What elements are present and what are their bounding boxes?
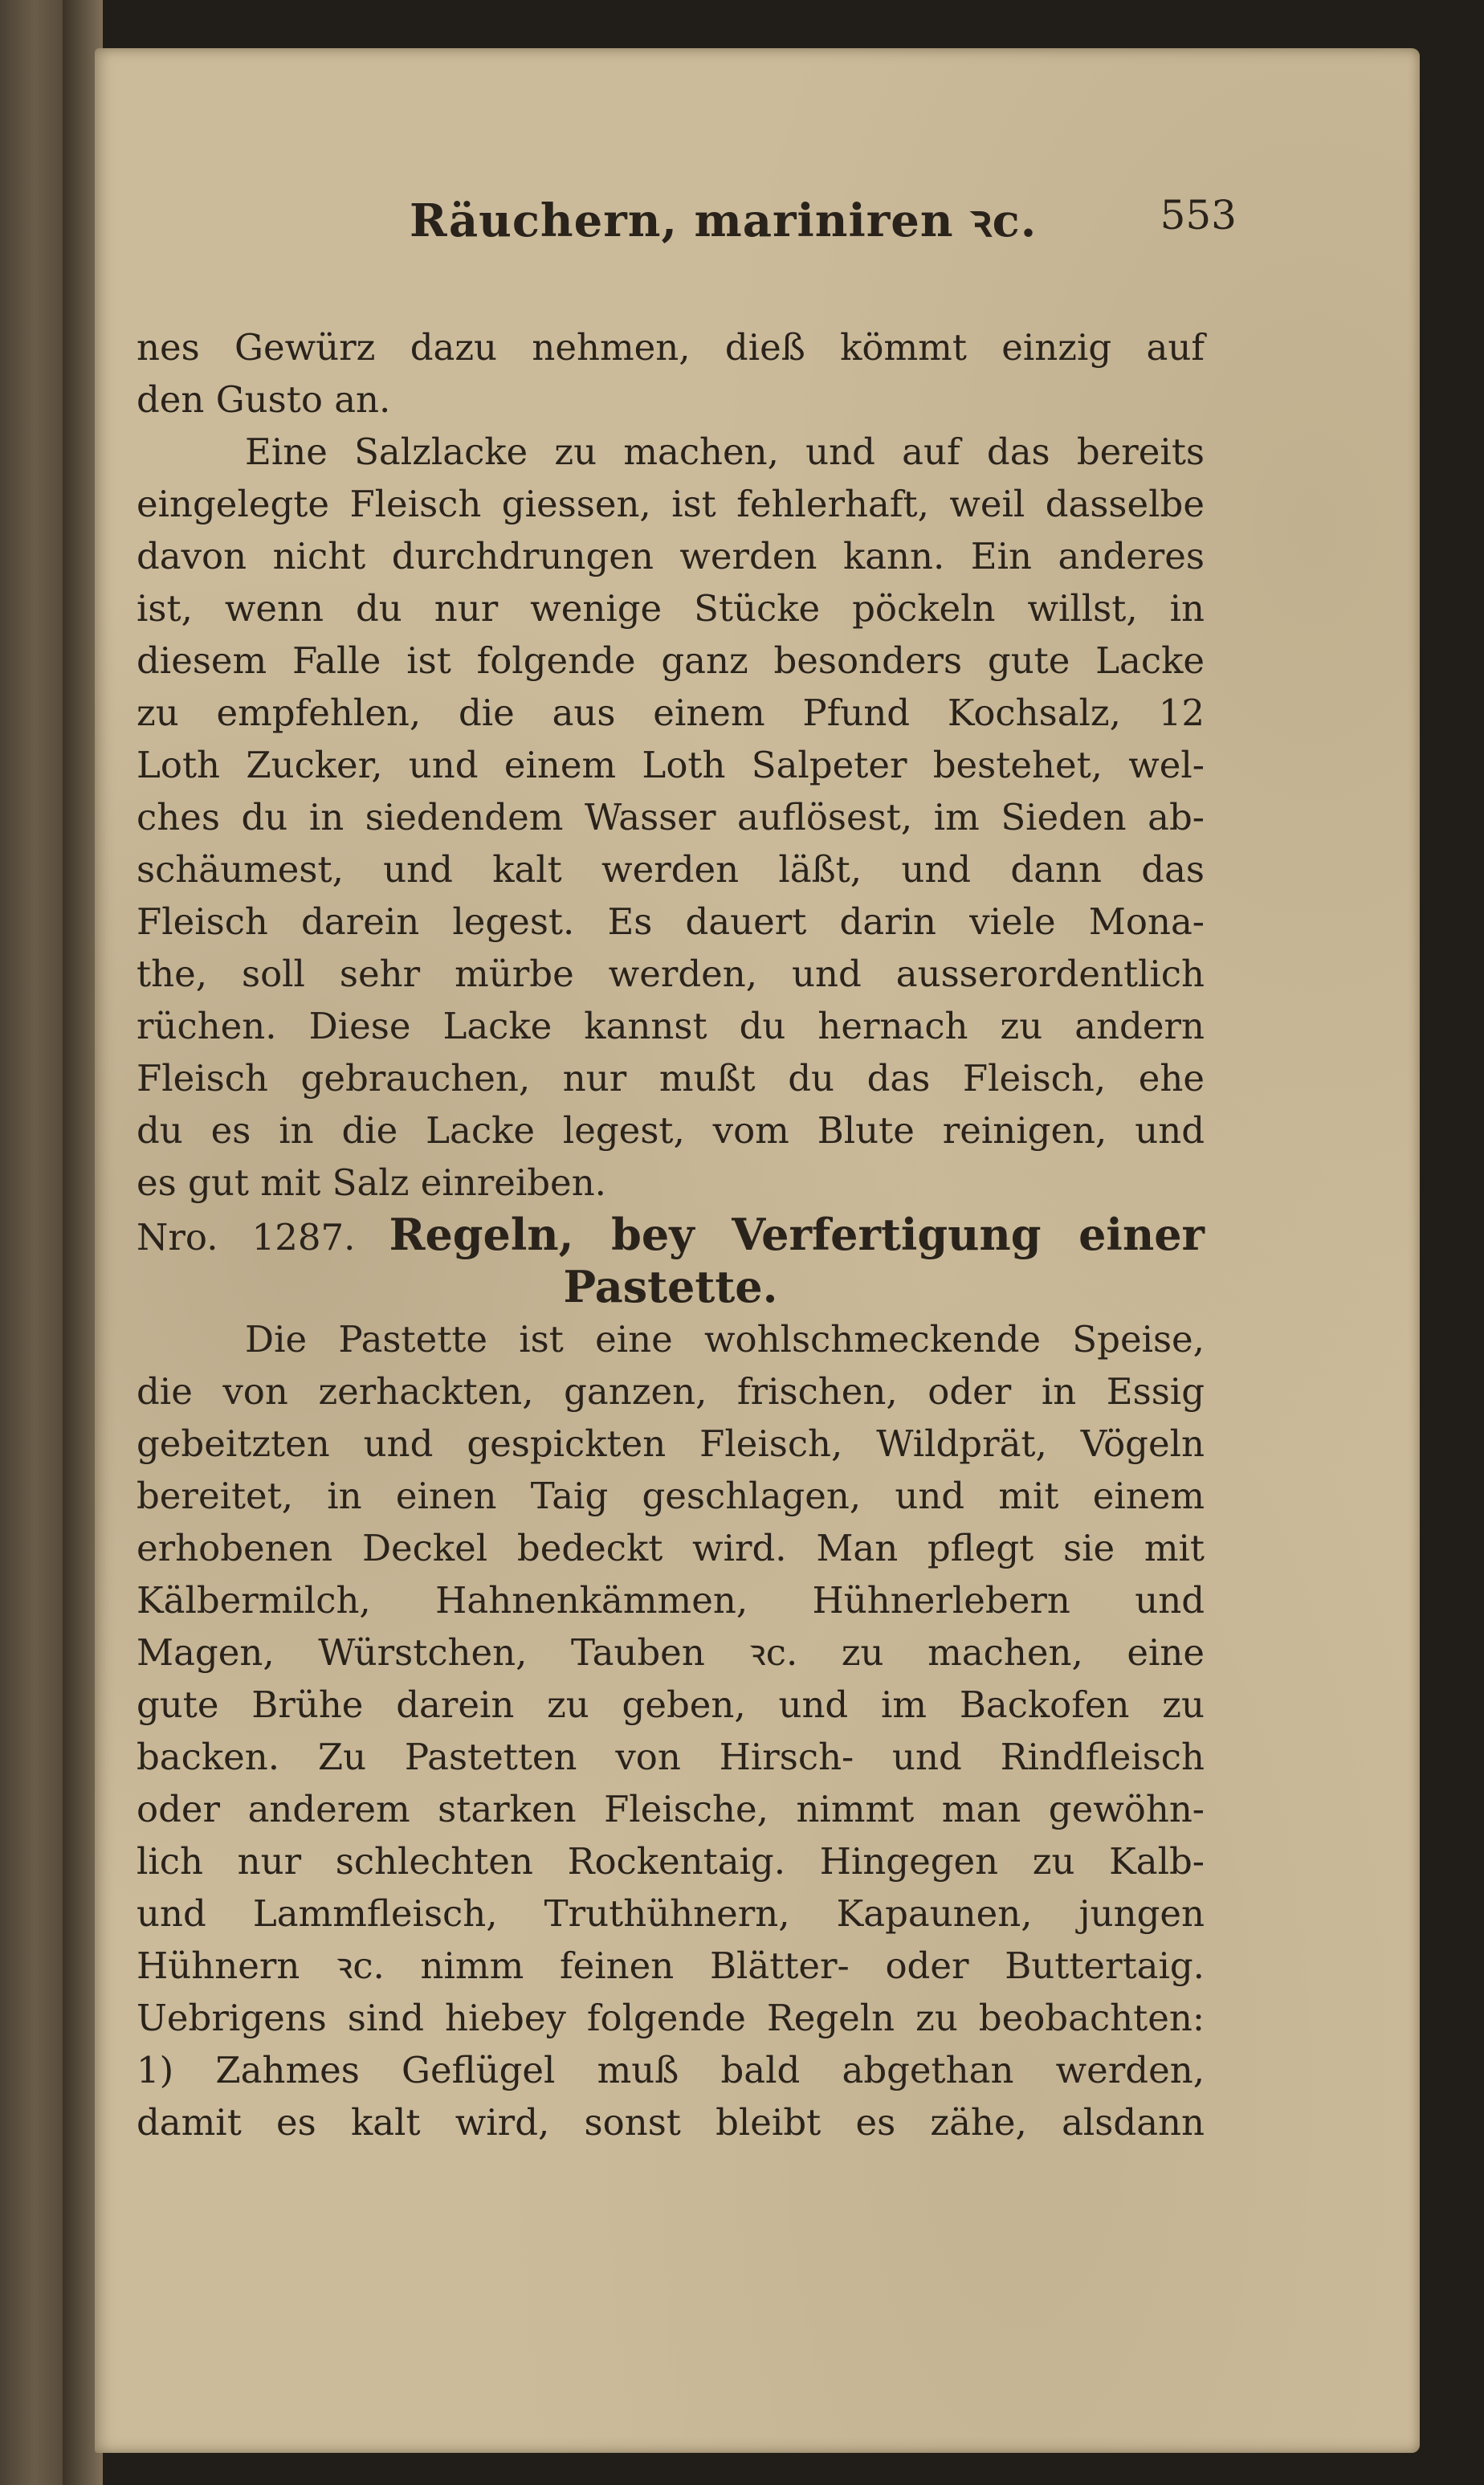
text-line: Magen, Würstchen, Tauben ꝛc. zu machen, eine (137, 1631, 1205, 1674)
text-line: die von zerhackten, ganzen, frischen, oder in Essig (137, 1370, 1205, 1413)
running-head: Räuchern, mariniren ꝛc. (410, 194, 1038, 247)
heading-title: Regeln, bey Verfertigung einer (389, 1209, 1205, 1260)
text-line: Uebrigens sind hiebey folgende Regeln zu beobachten: (137, 1997, 1205, 2039)
text-line: bereitet, in einen Taig geschlagen, und mit einem (137, 1475, 1205, 1517)
text-line: eingelegte Fleisch giessen, ist fehlerhaft, weil dasselbe (137, 483, 1205, 525)
body-text (137, 321, 1205, 2148)
text-line: den Gusto an. (137, 378, 391, 421)
text-line: und Lammfleisch, Truthühnern, Kapaunen, jungen (137, 1892, 1205, 1935)
text-line: schäumest, und kalt werden läßt, und dann das (137, 848, 1205, 891)
heading-number: Nro. 1287. (137, 1216, 356, 1259)
page-number: 553 (1160, 192, 1237, 239)
text-line: lich nur schlechten Rockentaig. Hingegen zu Kalb- (137, 1840, 1205, 1883)
text-line: gebeitzten und gespickten Fleisch, Wildprät, Vögeln (137, 1422, 1205, 1465)
text-line: Die Pastette ist eine wohlschmeckende Speise, (245, 1318, 1205, 1361)
text-line: es gut mit Salz einreiben. (137, 1161, 606, 1204)
text-line: ist, wenn du nur wenige Stücke pöckeln willst, in (137, 587, 1205, 630)
text-line: damit es kalt wird, sonst bleibt es zähe, alsdann (137, 2101, 1205, 2144)
heading-title-continued: Pastette. (563, 1261, 778, 1312)
text-line: zu empfehlen, die aus einem Pfund Kochsalz, 12 (137, 692, 1205, 734)
text-line: backen. Zu Pastetten von Hirsch- und Rindfleisch (137, 1736, 1205, 1778)
previous-page-edge (0, 0, 63, 2485)
text-line: oder anderem starken Fleische, nimmt man gewöhn- (137, 1788, 1205, 1830)
text-line: Eine Salzlacke zu machen, und auf das bereits (245, 430, 1205, 473)
page-header (313, 189, 1237, 261)
text-line: erhobenen Deckel bedeckt wird. Man pflegt sie mit (137, 1527, 1205, 1569)
text-line: 1) Zahmes Geflügel muß bald abgethan werden, (137, 2049, 1205, 2091)
text-line: Fleisch gebrauchen, nur mußt du das Fleisch, ehe (137, 1057, 1205, 1100)
section-heading (137, 1209, 1205, 1261)
text-line: davon nicht durchdrungen werden kann. Ein anderes (137, 535, 1205, 577)
text-line: ches du in siedendem Wasser auflösest, im Sieden ab- (137, 796, 1205, 839)
text-line: du es in die Lacke legest, vom Blute reinigen, und (137, 1109, 1205, 1152)
text-line: diesem Falle ist folgende ganz besonders gute Lacke (137, 639, 1205, 682)
text-line: Fleisch darein legest. Es dauert darin viele Mona- (137, 900, 1205, 943)
text-line: the, soll sehr mürbe werden, und ausserordentlich (137, 953, 1205, 995)
text-line: Hühnern ꝛc. nimm feinen Blätter- oder Buttertaig. (137, 1944, 1205, 1987)
text-line: Loth Zucker, und einem Loth Salpeter bestehet, wel- (137, 744, 1205, 786)
text-line: gute Brühe darein zu geben, und im Backofen zu (137, 1683, 1205, 1726)
text-line: nes Gewürz dazu nehmen, dieß kömmt einzig auf (137, 326, 1205, 369)
text-line: Kälbermilch, Hahnenkämmen, Hühnerlebern und (137, 1579, 1205, 1622)
text-line: rüchen. Diese Lacke kannst du hernach zu andern (137, 1005, 1205, 1047)
